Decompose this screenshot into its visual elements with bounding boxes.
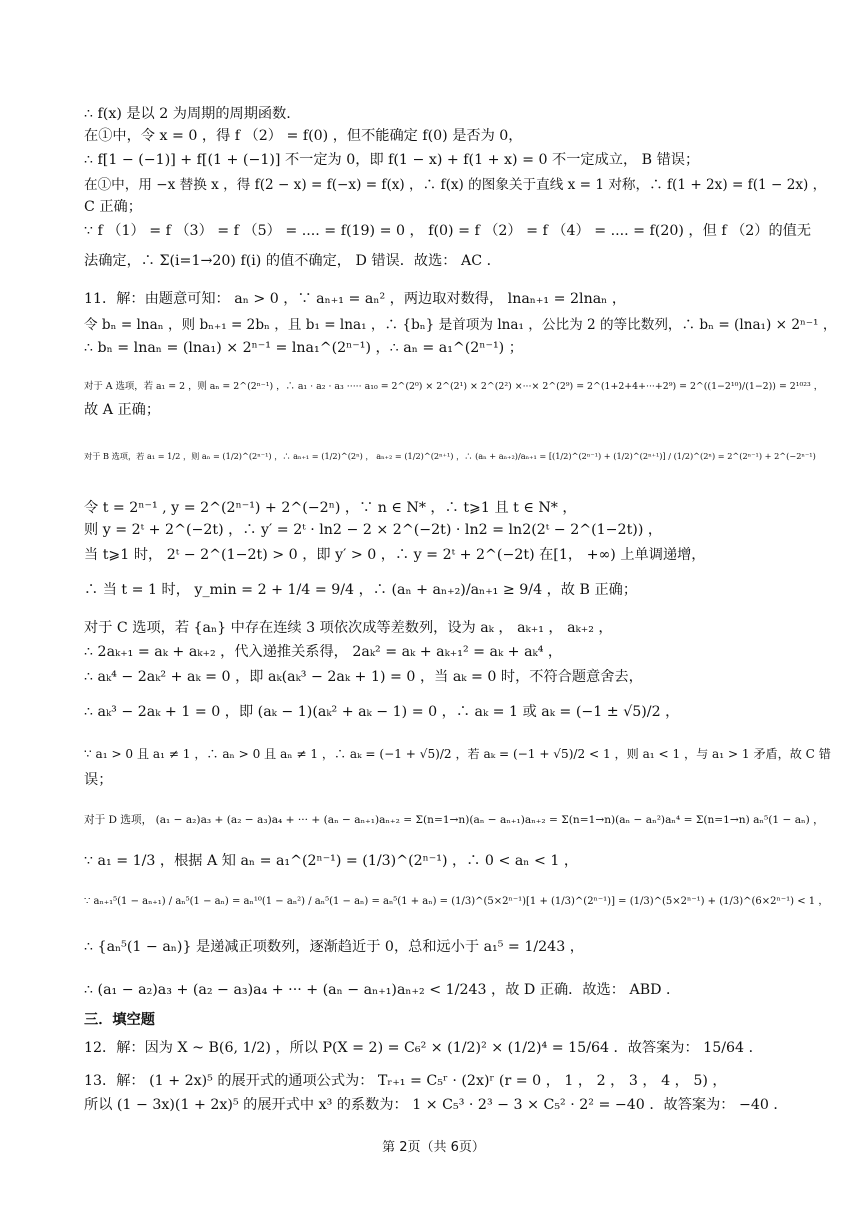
text-line: ∴ aₖ³ − 2aₖ + 1 = 0 ，即 (aₖ − 1)(aₖ² + aₖ − 1) = 0 ，∴ aₖ = 1 或 aₖ = (−1 ± √5)/2 ， [84,704,680,720]
text-line: ∴ (a₁ − a₂)a₃ + (a₂ − a₃)a₄ + ··· + (aₙ − aₙ₊₁)aₙ₊₂ < 1/243 ，故 D 正确．故选： ABD ． [84,982,681,998]
text-line: 对于 B 选项，若 a₁ = 1/2 ，则 aₙ = (1/2)^(2ⁿ⁻¹) ，∴ aₙ₊₁ = (1/2)^(2ⁿ) ， aₙ₊₂ = (1/2)^(2ⁿ⁺¹) ，∴ (aₙ + aₙ₊₂)/aₙ₊₁ = [(1/2)^(2ⁿ⁻¹) + (1/2)^(2ⁿ⁺¹)] / (1/2)^(2ⁿ) = 2^(2ⁿ⁻¹) + 2^(−2ⁿ⁻¹) [84,451,816,461]
text-line: ∵ f （1） = f （3） = f （5） = .... = f(19) = 0 ， f(0) = f （2） = f （4） = .... = f(20) ，但 f （2）的值无 [84,223,812,239]
text-line: ∴ aₖ⁴ − 2aₖ² + aₖ = 0 ，即 aₖ(aₖ³ − 2aₖ + 1) = 0 ，当 aₖ = 0 时，不符合题意舍去， [84,669,643,685]
text-line: ∵ aₙ₊₁⁵(1 − aₙ₊₁) / aₙ⁵(1 − aₙ) = aₙ¹⁰(1 − aₙ²) / aₙ⁵(1 − aₙ) = aₙ⁵(1 + aₙ) = (1/3)^(5×2ⁿ⁻¹)[1 + (1/3)^(2ⁿ⁻¹)] = (1/3)^(5×2ⁿ⁻¹) + (1/3)^(6×2ⁿ⁻¹) < 1 ， [84,896,829,907]
text-line: 误； [84,772,113,788]
text-line: 对于 C 选项，若 {aₙ} 中存在连续 3 项依次成等差数列，设为 aₖ ， aₖ₊₁ ， aₖ₊₂ ， [84,620,613,636]
text-line: 在①中，令 x = 0 ，得 f （2） = f(0) ，但不能确定 f(0) 是否为 0， [84,128,523,144]
text-line: 法确定，∴ Σ(i=1→20) f(i) 的值不确定， D 错误．故选： AC ． [84,253,501,269]
text-line: ∵ a₁ = 1/3 ，根据 A 知 aₙ = a₁^(2ⁿ⁻¹) = (1/3)^(2ⁿ⁻¹) ，∴ 0 < aₙ < 1 ， [84,853,579,869]
text-line: C 正确； [84,199,142,215]
text-line: 故 A 正确； [84,402,161,418]
text-line: ∵ a₁ > 0 且 a₁ ≠ 1 ，∴ aₙ > 0 且 aₙ ≠ 1 ，∴ aₖ = (−1 + √5)/2 ，若 aₖ = (−1 + √5)/2 < 1 ，则 a₁ < 1 ，与 a₁ > 1 矛盾，故 C 错 [84,747,831,761]
text-line: 13．解： (1 + 2x)⁵ 的展开式的通项公式为： Tᵣ₊₁ = C₅ʳ · (2x)ʳ (r = 0 ， 1 ， 2 ， 3 ， 4 ， 5) ， [84,1073,727,1089]
text-line: ∴ f(x) 是以 2 为周期的周期函数. [84,106,291,122]
text-line: 在①中，用 −x 替换 x ，得 f(2 − x) = f(−x) = f(x) ，∴ f(x) 的图象关于直线 x = 1 对称，∴ f(1 + 2x) = f(1 − 2x) ， [84,177,827,193]
text-line: ∴ bₙ = lnaₙ = (lna₁) × 2ⁿ⁻¹ = lna₁^(2ⁿ⁻¹) ，∴ aₙ = a₁^(2ⁿ⁻¹) ； [84,340,523,356]
page-footer: 第 2页（共 6页） [382,1140,485,1155]
text-line: 对于 D 选项， (a₁ − a₂)a₃ + (a₂ − a₃)a₄ + ··· + (aₙ − aₙ₊₁)aₙ₊₂ = Σ(n=1→n)(aₙ − aₙ₊₁)aₙ₊₂ = Σ(n=1→n)(aₙ − aₙ²)aₙ⁴ = Σ(n=1→n) aₙ⁵(1 − aₙ) ， [84,814,824,826]
text-line: 12．解：因为 X ~ B(6, 1/2) ，所以 P(X = 2) = C₆² × (1/2)² × (1/2)⁴ = 15/64 ．故答案为： 15/64 ． [84,1040,763,1056]
text-line: 令 t = 2ⁿ⁻¹ , y = 2^(2ⁿ⁻¹) + 2^(−2ⁿ) ，∵ n ∈ N* ，∴ t⩾1 且 t ∈ N* ， [84,500,577,516]
text-line: 11．解：由题意可知： aₙ > 0 ，∵ aₙ₊₁ = aₙ² ，两边取对数得， lnaₙ₊₁ = 2lnaₙ ， [84,291,627,307]
text-line: 当 t⩾1 时， 2ᵗ − 2^(1−2t) > 0 ，即 y′ > 0 ，∴ y = 2ᵗ + 2^(−2t) 在[1， +∞) 上单调递增， [84,547,706,563]
text-line: 令 bₙ = lnaₙ ，则 bₙ₊₁ = 2bₙ ，且 b₁ = lna₁ ，∴ {bₙ} 是首项为 lna₁ ，公比为 2 的等比数列，∴ bₙ = (lna₁) × 2ⁿ⁻¹ ， [84,317,837,333]
text-line: 对于 A 选项，若 a₁ = 2 ，则 aₙ = 2^(2ⁿ⁻¹) ，∴ a₁ · a₂ · a₃ ····· a₁₀ = 2^(2⁰) × 2^(2¹) × 2^(2²) ×···× 2^(2⁹) = 2^(1+2+4+···+2⁹) = 2^((1−2¹⁰)/(1−2)) = 2¹⁰²³ ， [84,381,824,392]
section-heading: 三．填空题 [84,1012,155,1028]
text-line: 所以 (1 − 3x)(1 + 2x)⁵ 的展开式中 x³ 的系数为： 1 × C₅³ · 2³ − 3 × C₅² · 2² = −40 ．故答案为： −40 ． [84,1097,788,1113]
text-line: ∴ f[1 − (−1)] + f[(1 + (−1)] 不一定为 0，即 f(1 − x) + f(1 + x) = 0 不一定成立， B 错误； [84,152,700,168]
text-line: 则 y = 2ᵗ + 2^(−2t) ，∴ y′ = 2ᵗ · ln2 − 2 × 2^(−2t) · ln2 = ln2(2ᵗ − 2^(1−2t)) ， [84,522,663,538]
text-line: ∴ {aₙ⁵(1 − aₙ)} 是递减正项数列，逐渐趋近于 0，总和远小于 a₁⁵ = 1/243 ， [84,939,584,955]
text-line: ∴ 当 t = 1 时， y_min = 2 + 1/4 = 9/4 ，∴ (aₙ + aₙ₊₂)/aₙ₊₁ ≥ 9/4 ，故 B 正确； [84,582,638,598]
text-line: ∴ 2aₖ₊₁ = aₖ + aₖ₊₂ ，代入递推关系得， 2aₖ² = aₖ + aₖ₊₁² = aₖ + aₖ⁴ ， [84,644,563,660]
